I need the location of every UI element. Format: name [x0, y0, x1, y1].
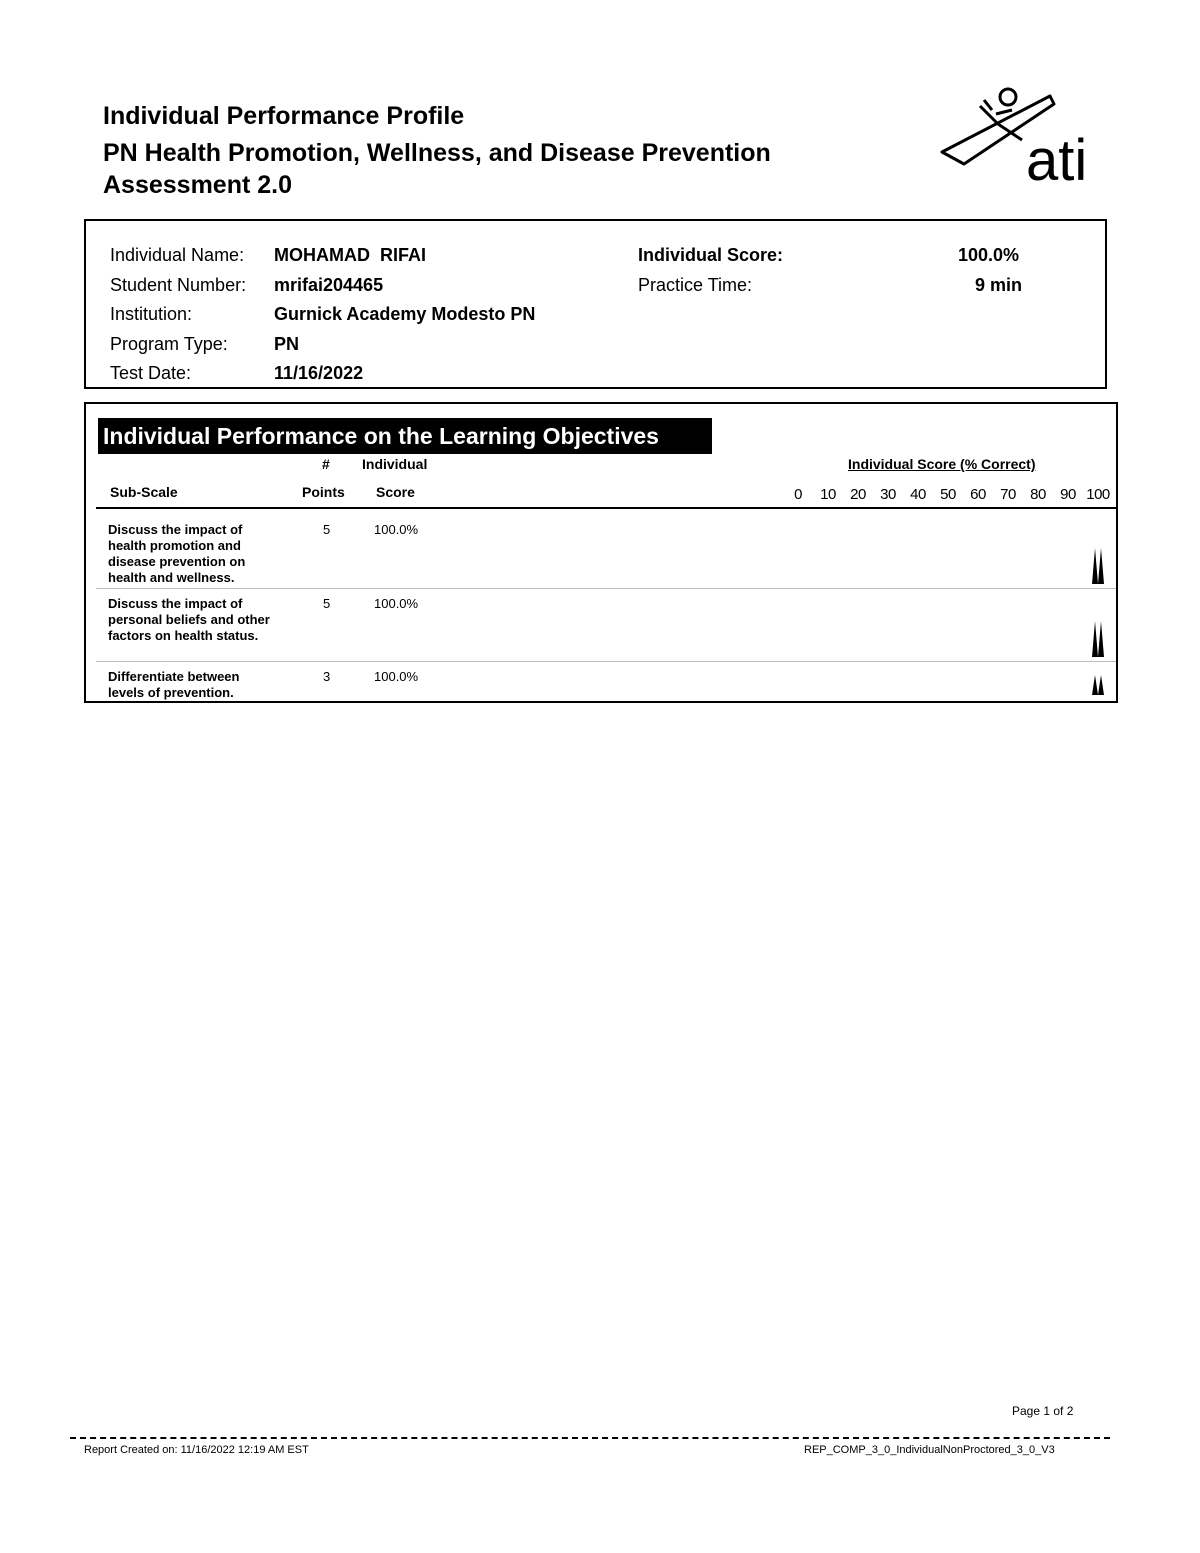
individual-score-value: 100.0% [958, 245, 1020, 265]
test-date-value: 11/16/2022 [274, 363, 364, 383]
learning-objectives-box [84, 402, 1118, 703]
objective-label: Discuss the impact of health promotion and disease prevention on health and wellness. [108, 522, 246, 585]
objective-score: 100.0% [374, 596, 419, 611]
report-title: Individual Performance Profile [103, 102, 465, 130]
scale-tick: 100 [1086, 486, 1110, 503]
program-type-value: PN [274, 334, 300, 354]
points-header-top: # [322, 456, 330, 472]
footer-divider [70, 1437, 1110, 1439]
objective-points: 5 [323, 522, 331, 537]
objective-label: Differentiate between levels of prevention. [108, 669, 240, 700]
scale-tick: 80 [1030, 486, 1046, 503]
objective-score: 100.0% [374, 522, 419, 537]
name-label: Individual Name: [110, 245, 245, 265]
objective-row [96, 661, 1116, 699]
objective-label: Discuss the impact of personal beliefs and other factors on health status. [108, 596, 270, 643]
objective-row [96, 514, 1116, 588]
student-info-box [84, 219, 1107, 389]
student-number-value: mrifai204465 [274, 275, 384, 295]
score-marker [1091, 675, 1105, 695]
subscale-header: Sub-Scale [110, 484, 178, 500]
individual-score-label: Individual Score: [638, 245, 784, 265]
objective-points: 3 [323, 669, 331, 684]
scale-tick: 90 [1060, 486, 1076, 503]
report-title-block [103, 100, 923, 202]
scale-tick: 50 [940, 486, 956, 503]
scale-tick: 40 [910, 486, 926, 503]
score-header: Score [376, 484, 415, 500]
institution-value: Gurnick Academy Modesto PN [274, 304, 536, 324]
assessment-title-cont: Assessment 2.0 [103, 171, 293, 199]
institution-label: Institution: [110, 304, 193, 324]
objective-score: 100.0% [374, 669, 419, 684]
objective-points: 5 [323, 596, 331, 611]
report-created: Report Created on: 11/16/2022 12:19 AM EST [84, 1444, 309, 1456]
scale-tick: 60 [970, 486, 986, 503]
scale-title: Individual Score (% Correct) [848, 456, 1036, 472]
score-marker [1091, 548, 1105, 584]
test-date-label: Test Date: [110, 363, 192, 383]
scale-tick: 70 [1000, 486, 1016, 503]
ati-logo-text: ati [1026, 128, 1088, 184]
section-title: Individual Performance on the Learning Objectives [98, 418, 712, 454]
scale-tick: 10 [820, 486, 836, 503]
name-value: MOHAMAD RIFAI [274, 245, 426, 265]
page-number: Page 1 of 2 [1012, 1404, 1074, 1418]
scale-tick: 20 [850, 486, 866, 503]
header-rule [96, 507, 1116, 509]
assessment-title: PN Health Promotion, Wellness, and Disease Prevention [103, 139, 771, 167]
practice-time-value: 9 min [975, 275, 1023, 295]
program-type-label: Program Type: [110, 334, 228, 354]
points-header: Points [302, 484, 345, 500]
score-header-top: Individual [362, 456, 428, 472]
ati-logo [936, 84, 1106, 184]
scale-tick: 30 [880, 486, 896, 503]
scale-tick: 0 [794, 486, 802, 503]
practice-time-label: Practice Time: [638, 275, 753, 295]
student-number-label: Student Number: [110, 275, 247, 295]
report-id: REP_COMP_3_0_IndividualNonProctored_3_0_V3 [804, 1444, 1055, 1456]
score-marker [1091, 621, 1105, 657]
objective-row [96, 588, 1116, 661]
ati-figure-icon [936, 84, 1106, 184]
